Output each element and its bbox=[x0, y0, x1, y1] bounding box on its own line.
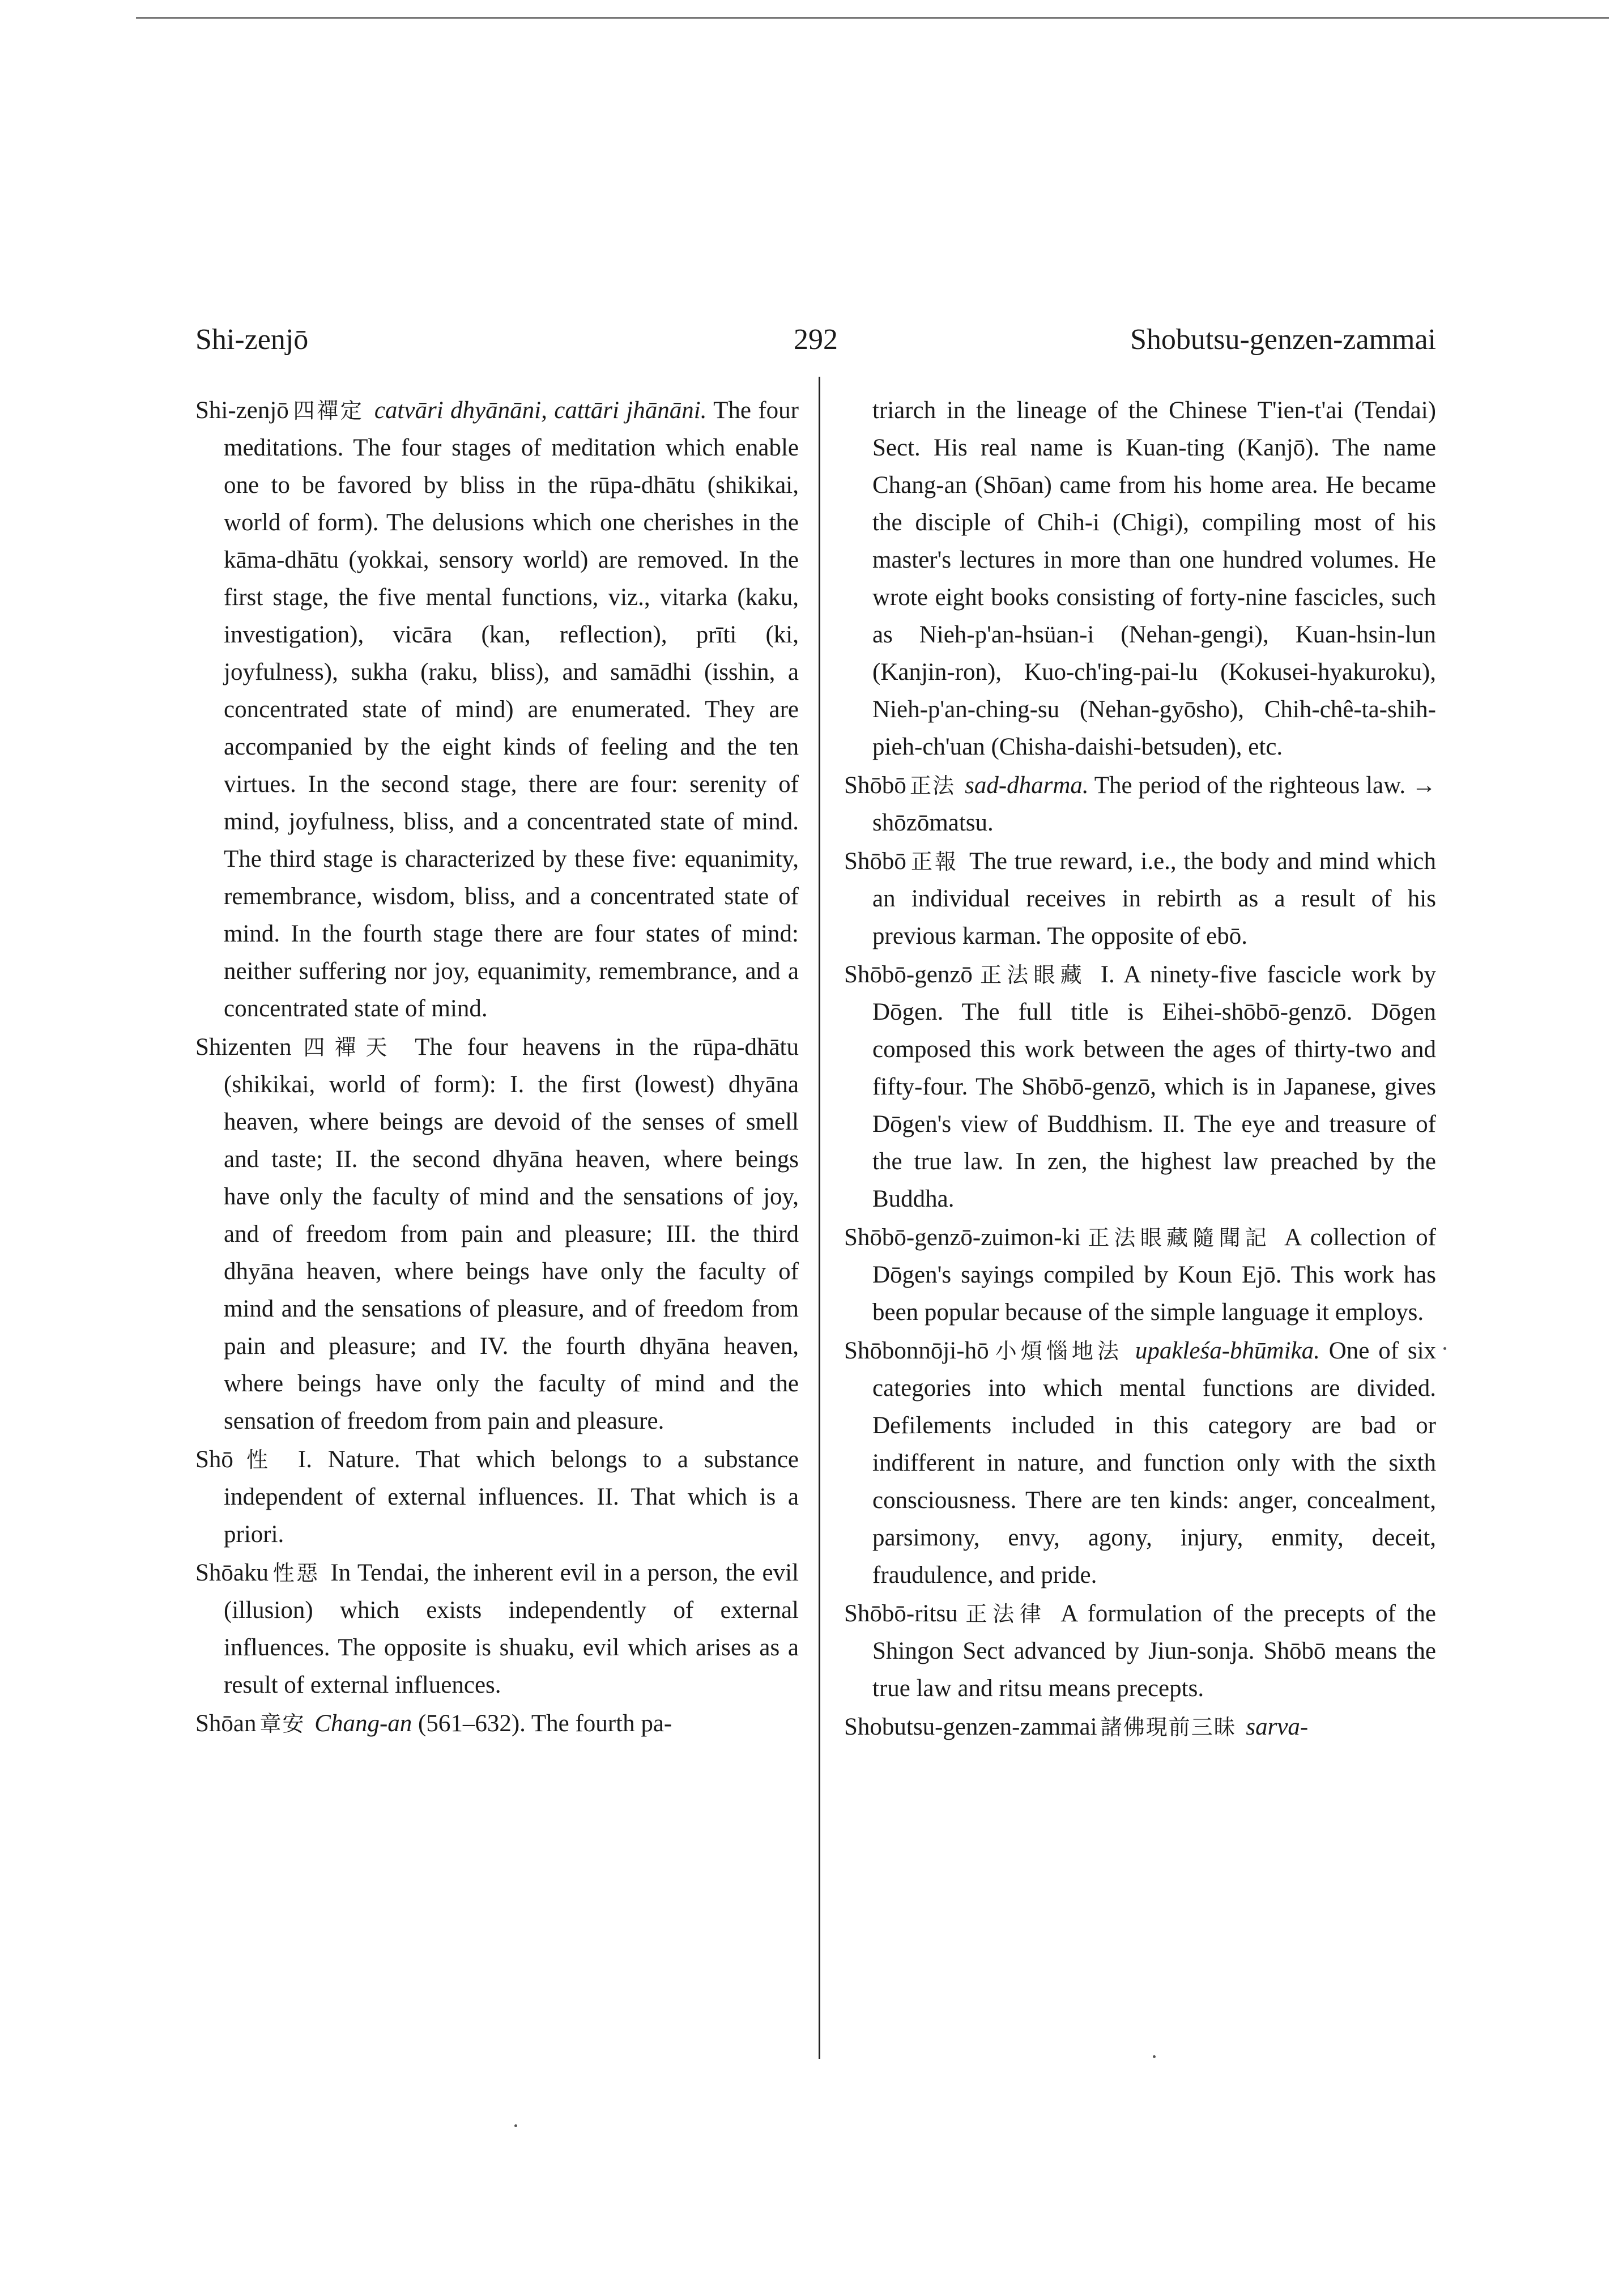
entry-headword: Shōbō bbox=[844, 848, 906, 875]
dictionary-entry bbox=[844, 1709, 1436, 1746]
entry-headword: Shi-zenjō bbox=[195, 397, 289, 424]
entry-headword: Shōbō bbox=[844, 772, 906, 799]
entry-definition: One of six categories into which mental functions are divided. Defilements included in this category are bad or indifferent in nature, and function only with the sixth consciousness. There are ten kinds: anger, concealment, parsimony, envy, agony, injury, enmity, deceit, fraudulence, and pride. bbox=[872, 1337, 1437, 1588]
entry-kanji: 正法律 bbox=[961, 1601, 1047, 1626]
entry-definition: (561–632). The fourth pa- bbox=[418, 1710, 672, 1737]
dictionary-entry bbox=[844, 956, 1436, 1218]
dictionary-entry bbox=[844, 1332, 1436, 1594]
entry-kanji: 正法眼藏隨聞記 bbox=[1084, 1225, 1271, 1250]
dictionary-entry bbox=[195, 1441, 799, 1553]
entry-headword: Shōbō-genzō-zuimon-ki bbox=[844, 1224, 1081, 1251]
entry-definition: I. A ninety-five fascicle work by Dōgen. The full title is Eihei-shōbō-genzō. Dōgen composed this work between the ages of thirty-two and fifty-four. The Shōbō-genzō, which is in Japanese, gives Dōgen's view of Buddhism. II. The eye and treasure of the true law. In zen, the highest law preached by the Buddha. bbox=[872, 961, 1436, 1212]
entry-kanji: 小煩惱地法 bbox=[992, 1339, 1123, 1364]
entry-definition: The four meditations. The four stages of meditation which enable one to be favored by bliss in the rūpa-dhātu (shikikai, world of form). The delusions which one cherishes in the kāma-dhātu (yokkai, sensory world) are removed. In the first stage, the five mental functions, viz., vitarka (kaku, investigation), vicāra (kan, reflection), prīti (ki, joyfulness), sukha (raku, bliss), and samādhi (isshin, a concentrated state of mind) are enumerated. They are accompanied by the eight kinds of feeling and the ten virtues. In the second stage, there are four: serenity of mind, joyfulness, bliss, and a concentrated state of mind. The third stage is characterized by these five: equanimity, remembrance, wisdom, bliss, and a concentrated state of mind. In the fourth stage there are four states of mind: neither suffering nor joy, equanimity, remembrance, and a concentrated state of mind. bbox=[224, 397, 799, 1022]
dictionary-entry bbox=[844, 843, 1436, 955]
entry-kanji: 四禪天 bbox=[295, 1035, 397, 1060]
entry-kanji: 章安 bbox=[259, 1711, 305, 1736]
entry-sanskrit: sarva- bbox=[1246, 1714, 1309, 1740]
entry-continuation bbox=[844, 392, 1436, 766]
entry-definition: The true reward, i.e., the body and mind which an individual receives in rebirth as a result of his previous karman. The opposite of ebō. bbox=[872, 848, 1436, 949]
entry-headword: Shōaku bbox=[195, 1560, 269, 1586]
dictionary-entry bbox=[844, 1219, 1436, 1331]
dictionary-entry bbox=[195, 1705, 799, 1743]
top-scan-rule bbox=[136, 17, 1609, 19]
entry-definition: I. Nature. That which belongs to a substance independent of external influences. II. That which is a priori. bbox=[224, 1446, 799, 1548]
entry-sanskrit: catvāri dhyānāni, cattāri jhānāni. bbox=[374, 397, 707, 424]
dictionary-entry bbox=[195, 1554, 799, 1704]
running-header bbox=[195, 317, 1436, 363]
left-column bbox=[195, 392, 799, 1744]
entry-definition: The period of the righteous law. → shōzōmatsu. bbox=[872, 772, 1436, 836]
dictionary-entry bbox=[195, 392, 799, 1028]
entry-kanji: 正法 bbox=[909, 773, 956, 798]
entry-kanji: 諸佛現前三昧 bbox=[1100, 1715, 1237, 1740]
scan-speck bbox=[1443, 1347, 1446, 1350]
dictionary-entry bbox=[844, 1595, 1436, 1707]
entry-kanji: 性 bbox=[236, 1447, 279, 1472]
entry-definition: In Tendai, the inherent evil in a person, the evil (illusion) which exists independently of external influences. The opposite is shuaku, evil which arises as a result of external influences. bbox=[224, 1560, 799, 1698]
entry-headword: Shōbō-genzō bbox=[844, 961, 973, 988]
entry-headword: Shōbō-ritsu bbox=[844, 1600, 958, 1627]
page-number: 292 bbox=[794, 323, 838, 356]
scan-speck bbox=[514, 2124, 517, 2127]
entry-headword: Shōbonnōji-hō bbox=[844, 1337, 989, 1364]
entry-kanji: 四禪定 bbox=[292, 398, 364, 423]
entry-headword: Shobutsu-genzen-zammai bbox=[844, 1714, 1097, 1740]
entry-definition: A formulation of the precepts of the Shingon Sect advanced by Jiun-sonja. Shōbō means the true law and ritsu means precepts. bbox=[872, 1600, 1436, 1702]
running-head-left: Shi-zenjō bbox=[195, 323, 309, 356]
running-head-right: Shobutsu-genzen-zammai bbox=[1130, 323, 1436, 356]
entry-sanskrit: upakleśa-bhūmika. bbox=[1135, 1337, 1320, 1364]
dictionary-entry bbox=[844, 767, 1436, 842]
entry-kanji: 性惡 bbox=[272, 1561, 320, 1586]
dictionary-entry bbox=[195, 1029, 799, 1440]
entry-chinese-name: Chang-an bbox=[314, 1710, 412, 1737]
entry-kanji: 正報 bbox=[909, 849, 959, 874]
column-divider bbox=[819, 377, 820, 2059]
scan-speck bbox=[1153, 2055, 1156, 2058]
entry-headword: Shizenten bbox=[195, 1034, 292, 1060]
entry-headword: Shō bbox=[195, 1446, 233, 1473]
entry-definition: The four heavens in the rūpa-dhātu (shikikai, world of form): I. the first (lowest) dhyāna heaven, where beings are devoid of the senses of smell and taste; II. the second dhyāna heaven, where beings have only the faculty of mind and the sensations of joy, and of freedom from pain and pleasure; III. the third dhyāna heaven, where beings have only the faculty of mind and the sensations of pleasure, and of freedom from pain and pleasure; and IV. the fourth dhyāna heaven, where beings have only the faculty of mind and the sensation of freedom from pain and pleasure. bbox=[224, 1034, 799, 1434]
entry-headword: Shōan bbox=[195, 1710, 257, 1737]
entry-sanskrit: sad-dharma. bbox=[965, 772, 1089, 799]
right-column bbox=[844, 392, 1436, 1747]
entry-definition: triarch in the lineage of the Chinese T'ien-t'ai (Tendai) Sect. His real name is Kuan-ting (Kanjō). The name Chang-an (Shōan) came from his home area. He became the disciple of Chih-i (Chigi), compiling most of his master's lectures in more than one hundred volumes. He wrote eight books consisting of forty-nine fascicles, such as Nieh-p'an-hsüan-i (Nehan-gengi), Kuan-hsin-lun (Kanjin-ron), Kuo-ch'ing-pai-lu (Kokusei-hyakuroku), Nieh-p'an-ching-su (Nehan-gyōsho), Chih-chê-ta-shih-pieh-ch'uan (Chisha-daishi-betsuden), etc. bbox=[872, 397, 1436, 760]
entry-definition: A collection of Dōgen's sayings compiled by Koun Ejō. This work has been popular because of the simple language it employs. bbox=[872, 1224, 1436, 1326]
entry-kanji: 正法眼藏 bbox=[975, 962, 1087, 987]
